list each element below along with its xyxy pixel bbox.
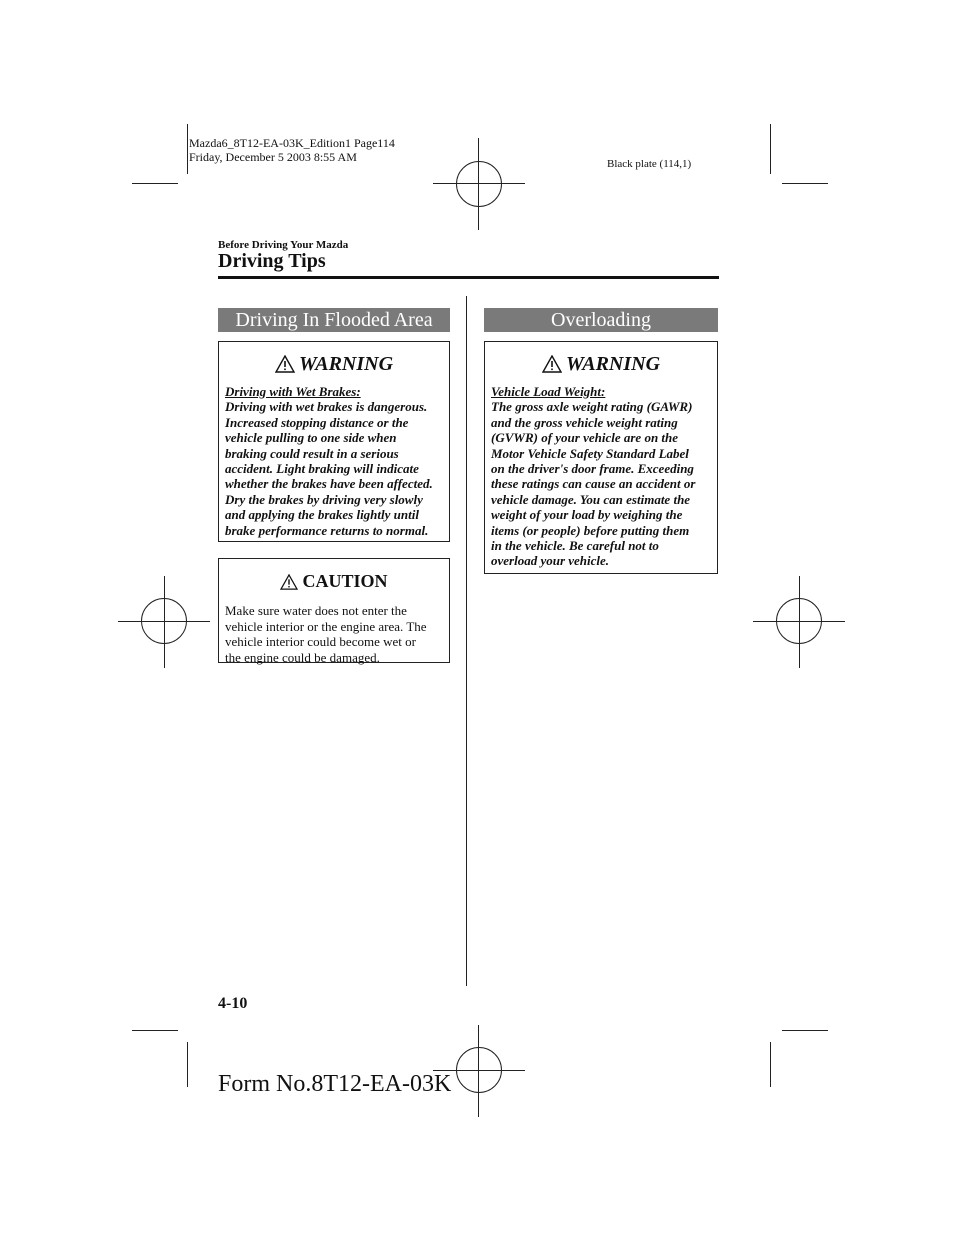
print-info <box>189 136 395 164</box>
warning-header <box>219 350 449 378</box>
warning-triangle-icon <box>275 355 295 373</box>
caution-label: CAUTION <box>302 571 388 591</box>
caution-text <box>219 595 449 665</box>
warning-line: Motor Vehicle Safety Standard Label <box>491 445 689 461</box>
warning-line: these ratings can cause an accident or <box>491 476 696 492</box>
warning-line: vehicle pulling to one side when <box>225 430 397 446</box>
section-heading-overloading: Overloading <box>484 308 718 332</box>
caution-line: vehicle interior could become wet or <box>225 634 416 650</box>
header-rule <box>218 276 719 279</box>
caution-line: Make sure water does not enter the <box>225 603 407 618</box>
print-info-line1: Mazda6_8T12-EA-03K_Edition1 Page114 <box>189 136 395 150</box>
warning-subheading: Vehicle Load Weight: <box>491 384 606 399</box>
warning-box-overloading <box>484 341 718 574</box>
warning-box-flooded <box>218 341 450 542</box>
page-title: Driving Tips <box>218 250 326 272</box>
caution-line: the engine could be damaged. <box>225 649 380 665</box>
warning-label: WARNING <box>565 353 661 375</box>
plate-label: Black plate (114,1) <box>607 158 692 170</box>
warning-line: The gross axle weight rating (GAWR) <box>491 399 693 415</box>
warning-subheading: Driving with Wet Brakes: <box>225 384 361 399</box>
warning-line: (GVWR) of your vehicle are on the <box>491 430 679 446</box>
warning-line: Dry the brakes by driving very slowly <box>225 491 423 507</box>
caution-line: vehicle interior or the engine area. The <box>225 618 427 634</box>
page-number: 4-10 <box>218 995 248 1012</box>
warning-text <box>485 378 717 569</box>
form-number: Form No.8T12-EA-03K <box>218 1071 452 1097</box>
caution-header <box>219 567 449 595</box>
warning-line: in the vehicle. Be careful not to <box>491 538 659 554</box>
warning-line: items (or people) before putting them <box>491 522 690 538</box>
warning-line: overload your vehicle. <box>491 553 610 569</box>
print-info-line2: Friday, December 5 2003 8:55 AM <box>189 150 357 164</box>
section-heading-flooded: Driving In Flooded Area <box>218 308 450 332</box>
warning-line: weight of your load by weighing the <box>491 507 683 523</box>
warning-line: Increased stopping distance or the <box>225 414 409 430</box>
warning-line: accident. Light braking will indicate <box>225 461 419 477</box>
warning-line: whether the brakes have been affected. <box>225 476 433 492</box>
warning-triangle-icon <box>542 355 562 373</box>
warning-label: WARNING <box>298 353 394 375</box>
warning-line: Driving with wet brakes is dangerous. <box>225 399 428 415</box>
warning-line: braking could result in a serious <box>225 445 399 461</box>
warning-line: and the gross vehicle weight rating <box>491 414 678 430</box>
warning-header <box>485 350 717 378</box>
warning-line: on the driver's door frame. Exceeding <box>491 461 694 477</box>
warning-line: brake performance returns to normal. <box>225 522 429 538</box>
warning-line: vehicle damage. You can estimate the <box>491 491 691 507</box>
caution-box-flooded <box>218 558 450 663</box>
warning-line: and applying the brakes lightly until <box>225 507 419 523</box>
section-kicker: Before Driving Your Mazda <box>218 239 349 251</box>
warning-text <box>219 378 449 538</box>
warning-triangle-icon <box>280 574 298 590</box>
column-divider <box>466 296 467 986</box>
